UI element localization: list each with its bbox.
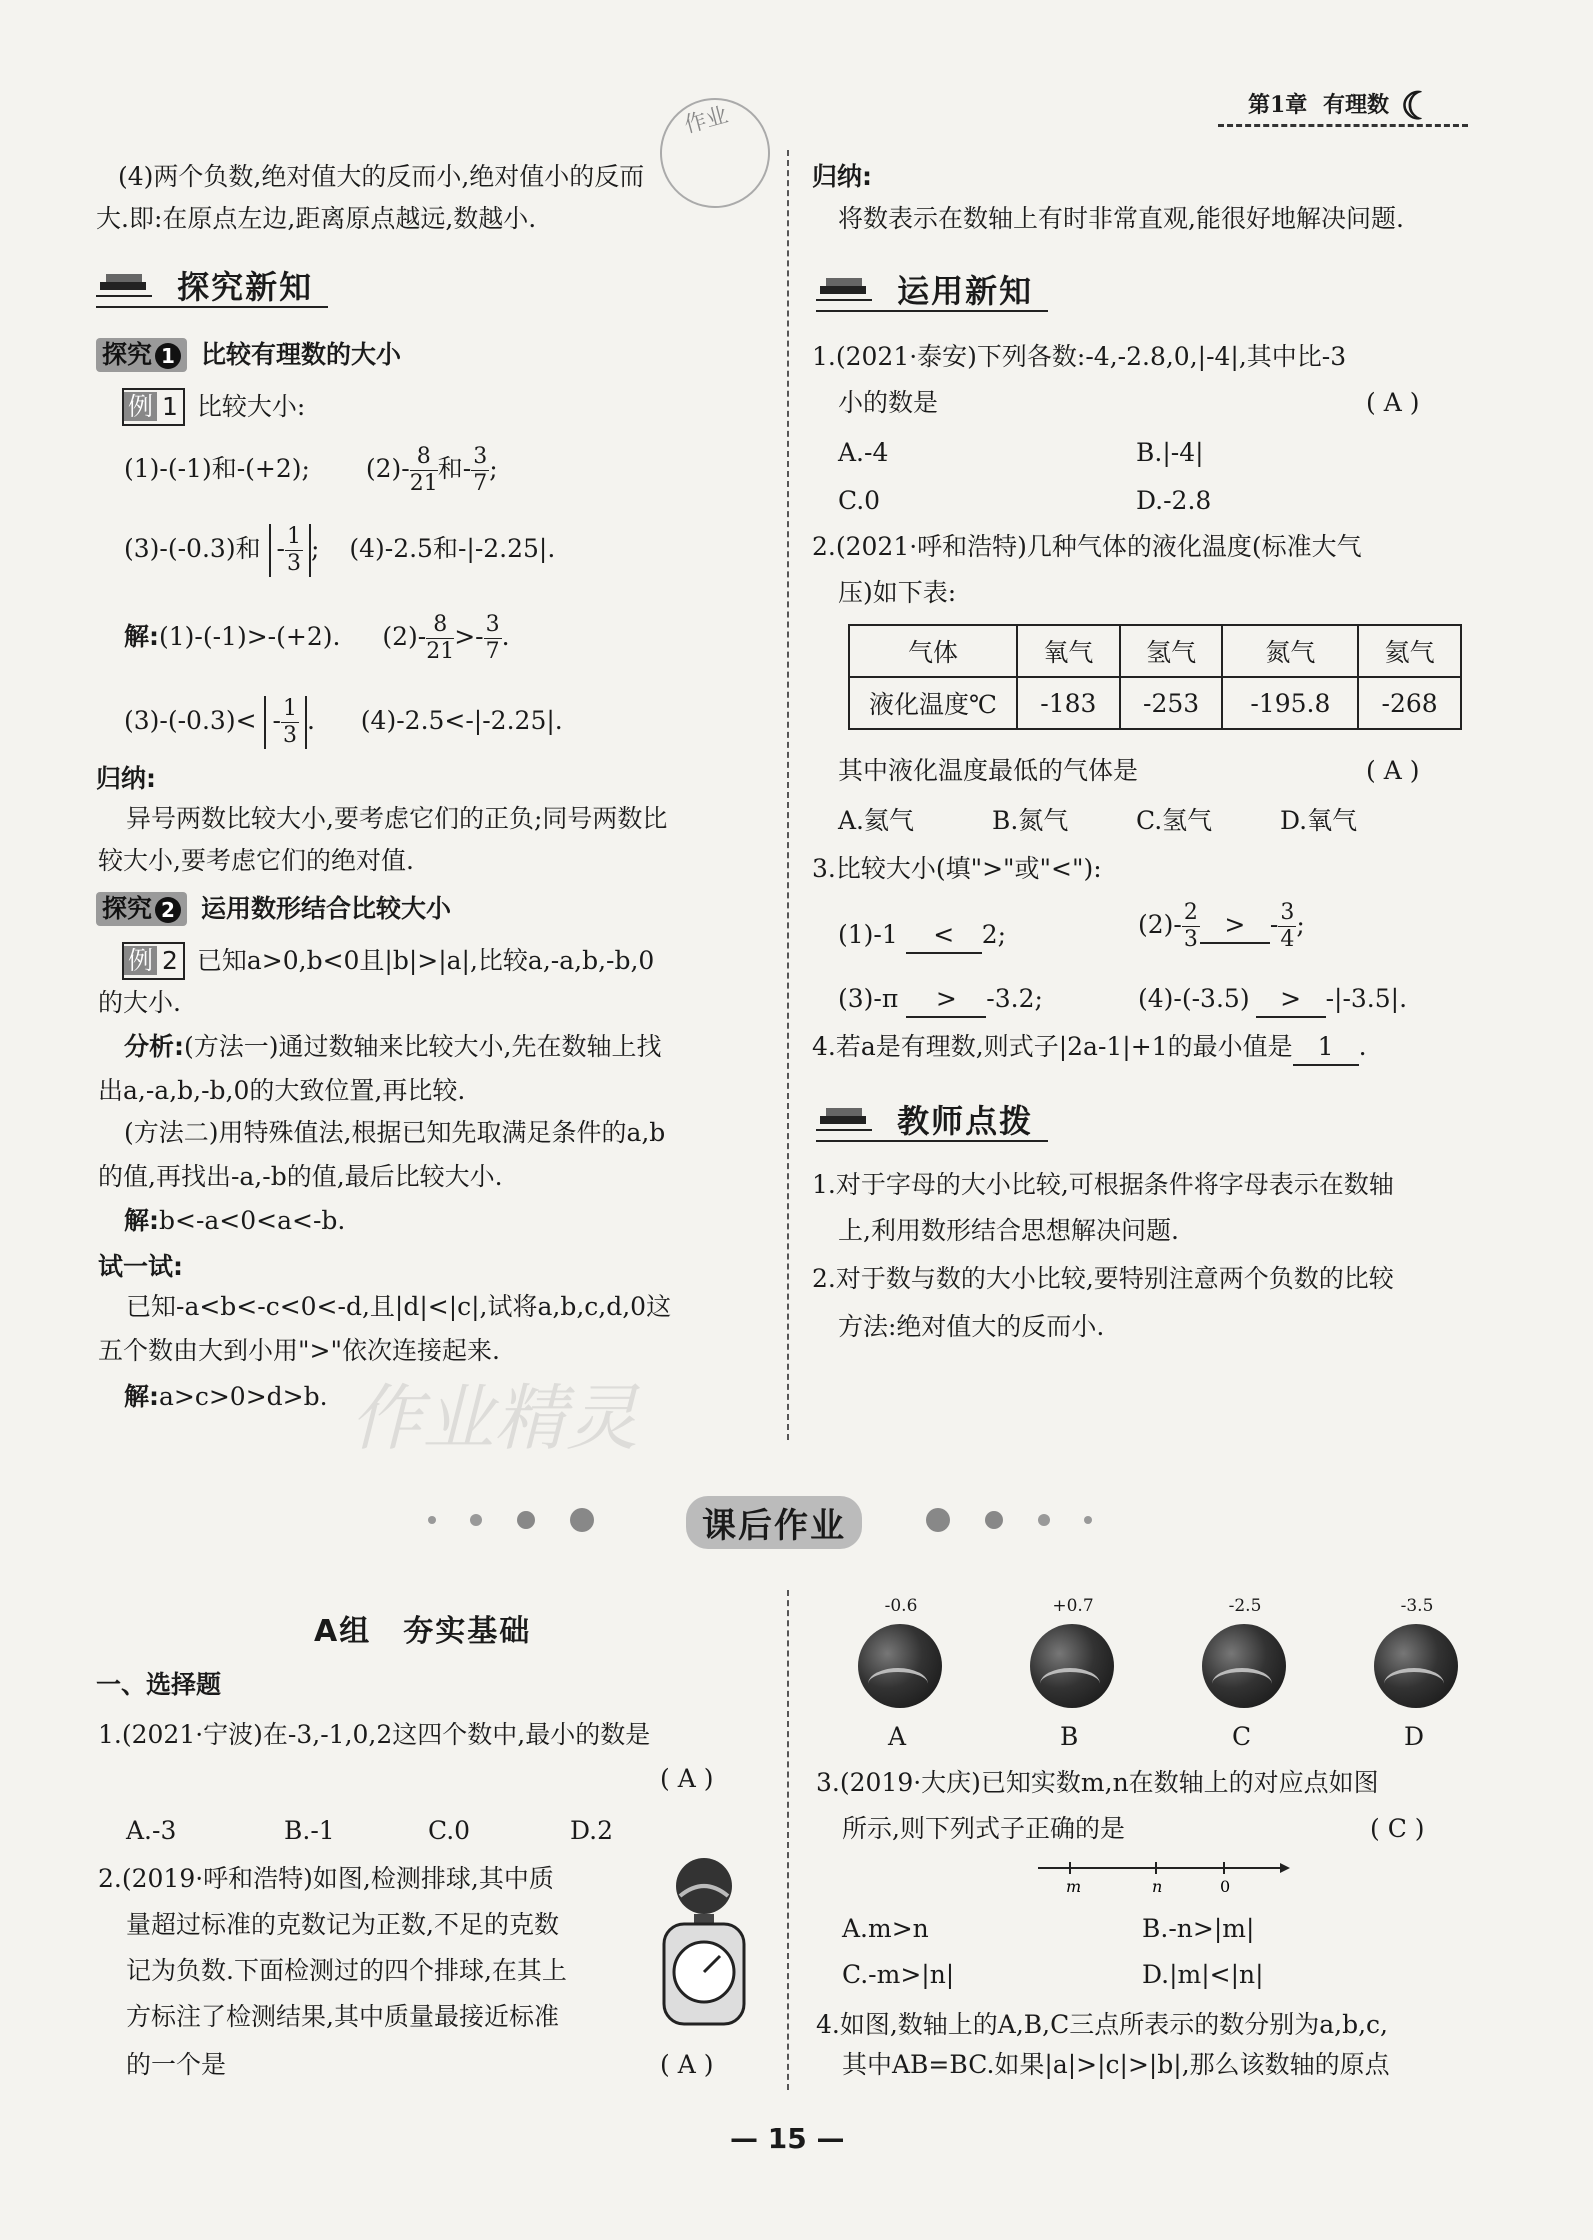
r-q2-option-a: A.氦气 [838, 806, 915, 835]
summary-1-label: 归纳: [96, 764, 156, 793]
tip-line: 1.对于字母的大小比较,可根据条件将字母表示在数轴 [812, 1170, 1394, 1199]
r-q1-option-a: A.-4 [838, 438, 889, 467]
a-q1-line-1: 1.(2021·宁波)在-3,-1,0,2这四个数中,最小的数是 [98, 1720, 651, 1749]
a-q2-answer: ( A ) [660, 2050, 714, 2079]
a-q2-line: 方标注了检测结果,其中质量最接近标准 [126, 2002, 559, 2031]
a-q3-option-c: C.-m>|n| [842, 1960, 955, 1989]
r-q3-line-1: 3.比较大小(填">"或"<"): [812, 854, 1102, 883]
r-q2-line-3: 其中液化温度最低的气体是 [838, 756, 1139, 785]
section-heading-apply [816, 266, 1033, 312]
ball-value: -0.6 [884, 1596, 918, 1616]
example-2-line-1: 例 2 已知a>0,b<0且|b|>|a|,比较a,-a,b,-b,0 [122, 942, 654, 980]
fraction: $\frac{3}{4}$ [1280, 900, 1295, 952]
chapter-logo-icon: ☾ [1400, 83, 1435, 128]
a-q4-line-2: 其中AB=BC.如果|a|>|c|>|b|,那么该数轴的原点 [842, 2050, 1390, 2079]
a-q2-line: 记为负数.下面检测过的四个排球,在其上 [126, 1956, 567, 1985]
fraction: $\frac{3}{7}$ [485, 612, 500, 664]
volleyball-icon [1030, 1624, 1114, 1708]
answer-blank: 1 [1293, 1030, 1359, 1066]
section-title: 探究新知 [177, 268, 314, 306]
table-cell: 氧气 [1017, 625, 1120, 677]
r-q2-option-c: C.氢气 [1136, 806, 1213, 835]
r-q3-part-4: (4)-(-3.5) > -|-3.5|. [1138, 982, 1407, 1018]
table-row [849, 625, 1461, 677]
fraction: $\frac{1}{3}$ [286, 524, 301, 576]
column-divider-top [787, 150, 789, 1440]
r-q3-part-3: (3)-π > -3.2; [838, 982, 1043, 1018]
explore-tag: 探究 2 [96, 892, 187, 926]
summary-1-line-1: 异号两数比较大小,要考虑它们的正负;同号两数比 [126, 804, 668, 833]
fraction: $\frac{3}{7}$ [473, 444, 488, 496]
section-title: 运用新知 [897, 272, 1034, 310]
section-title: 教师点拨 [897, 1102, 1034, 1140]
r-q1-option-b: B.|-4| [1136, 438, 1204, 467]
a-q2-line: 量超过标准的克数记为正数,不足的克数 [126, 1910, 559, 1939]
a-q1-option-b: B.-1 [284, 1816, 335, 1845]
tip-line: 方法:绝对值大的反而小. [838, 1312, 1105, 1341]
example-tag: 例 2 [122, 942, 185, 980]
r-q4: 4.若a是有理数,则式子|2a-1|+1的最小值是 1 . [812, 1030, 1367, 1066]
r-q3-part-2: (2)- $\frac{2}{3}$ > - $\frac{3}{4}$ ; [1138, 900, 1305, 952]
table-cell: 氮气 [1222, 625, 1358, 677]
r-q3-part-1: (1)-1 < 2; [838, 918, 1006, 954]
summary-1-line-2: 较大小,要考虑它们的绝对值. [98, 846, 414, 875]
example-tag: 例 1 [122, 388, 185, 426]
axis-label-0: 0 [1220, 1877, 1231, 1896]
a-q3-line-2: 所示,则下列式子正确的是 [842, 1814, 1125, 1843]
stamp-text: 作业 [681, 102, 731, 139]
example-2-line-2: 的大小. [98, 988, 181, 1017]
r-q2-option-d: D.氧气 [1280, 806, 1358, 835]
volleyball-icon [858, 1624, 942, 1708]
table-cell: -268 [1358, 677, 1461, 729]
page-number: — 15 — [730, 2122, 845, 2155]
a-q3-option-a: A.m>n [842, 1914, 929, 1943]
table-cell: 气体 [849, 625, 1017, 677]
answer-blank: < [906, 918, 982, 954]
tip-line: 2.对于数与数的大小比较,要特别注意两个负数的比较 [812, 1264, 1394, 1293]
example-2-solution: 解:b<-a<0<a<-b. [124, 1206, 346, 1235]
table-row [849, 677, 1461, 729]
summary-2-line-1: 将数表示在数轴上有时非常直观,能很好地解决问题. [838, 204, 1404, 233]
fraction: $\frac{2}{3}$ [1183, 900, 1198, 952]
volleyball-icon [1374, 1624, 1458, 1708]
try-label: 试一试: [98, 1252, 183, 1281]
r-q1-line-1: 1.(2021·泰安)下列各数:-4,-2.8,0,|-4|,其中比-3 [812, 342, 1347, 371]
r-q1-option-d: D.-2.8 [1136, 486, 1212, 515]
a-q1-answer: ( A ) [660, 1764, 714, 1793]
ball-label: C [1232, 1722, 1252, 1751]
r-q2-line-2: 压)如下表: [838, 578, 957, 607]
homework-banner [420, 1490, 1180, 1550]
analysis-line-1: 分析:(方法一)通过数轴来比较大小,先在数轴上找 [124, 1032, 662, 1061]
example-1-solution-2: (3)-(-0.3)< - $\frac{1}{3}$ . (4)-2.5<-|-2.25|. [124, 696, 563, 748]
books-icon [816, 272, 872, 302]
r-q2-option-b: B.氮气 [992, 806, 1069, 835]
tip-line: 上,利用数形结合思想解决问题. [838, 1216, 1179, 1245]
a-q1-option-d: D.2 [570, 1816, 614, 1845]
r-q2-line-1: 2.(2021·呼和浩特)几种气体的液化温度(标准大气 [812, 532, 1362, 561]
table-cell: -253 [1120, 677, 1223, 729]
ball-value: -2.5 [1228, 1596, 1262, 1616]
explore-2-title: 运用数形结合比较大小 [200, 894, 451, 923]
try-solution: 解:a>c>0>d>b. [124, 1382, 328, 1411]
homework-title: 课后作业 [686, 1496, 862, 1549]
a-q3-answer: ( C ) [1370, 1814, 1425, 1843]
try-line-1: 已知-a<b<-c<0<-d,且|d|<|c|,试将a,b,c,d,0这 [126, 1292, 672, 1321]
answer-blank: > [1200, 908, 1270, 944]
try-line-2: 五个数由大到小用">"依次连接起来. [98, 1336, 500, 1365]
axis-label-m: m [1066, 1877, 1082, 1896]
ball-value: +0.7 [1052, 1596, 1094, 1616]
volleyball-icon [1202, 1624, 1286, 1708]
header-rule [1218, 124, 1468, 127]
books-icon [816, 1102, 872, 1132]
a-q2-line: 2.(2019·呼和浩特)如图,检测排球,其中质 [98, 1864, 554, 1893]
section-heading-explore [96, 262, 313, 308]
analysis-line-3: (方法二)用特殊值法,根据已知先取满足条件的a,b [124, 1118, 666, 1147]
table-cell: 氢气 [1120, 625, 1223, 677]
example-1-intro: 例 1 比较大小: [122, 388, 305, 426]
summary-2-label: 归纳: [812, 162, 872, 191]
a-q2-line: 的一个是 [126, 2050, 227, 2079]
section-heading-tips [816, 1096, 1033, 1142]
ball-value: -3.5 [1400, 1596, 1434, 1616]
fraction: $\frac{8}{21}$ [426, 612, 455, 664]
type-heading: 一、选择题 [96, 1670, 222, 1699]
fraction: $\frac{8}{21}$ [409, 444, 438, 496]
ex1-q1: (1)-(-1)和-(+2); [124, 454, 310, 483]
fraction: $\frac{1}{3}$ [282, 696, 297, 748]
table-cell: -183 [1017, 677, 1120, 729]
a-q1-option-a: A.-3 [126, 1816, 177, 1845]
analysis-line-4: 的值,再找出-a,-b的值,最后比较大小. [98, 1162, 503, 1191]
axis-label-n: n [1152, 1877, 1163, 1896]
analysis-line-2: 出a,-a,b,-b,0的大致位置,再比较. [98, 1076, 466, 1105]
gas-table [848, 624, 1462, 730]
example-1-q3-q4: (3)-(-0.3)和 - $\frac{1}{3}$ ; (4)-2.5和-|-2.25|. [124, 524, 556, 576]
scale-with-ball-illustration [648, 1856, 758, 2036]
example-1-solution-1: 解:(1)-(-1)>-(+2). (2)- $\frac{8}{21}$ >- $\frac{3}{7}$ . [124, 612, 510, 664]
intro-line-1: (4)两个负数,绝对值大的反而小,绝对值小的反而 [118, 162, 645, 191]
number-line [1034, 1856, 1294, 1896]
chapter-header [1248, 83, 1435, 128]
books-icon [96, 268, 152, 298]
column-divider-bottom [787, 1590, 789, 2090]
chapter-label: 第1章 [1248, 92, 1308, 118]
r-q2-answer: ( A ) [1366, 756, 1420, 785]
example-1-q1-q2: (1)-(-1)和-(+2); (2)- $\frac{8}{21}$ 和- $\frac{3}{7}$ ; [124, 444, 498, 496]
table-cell: 氦气 [1358, 625, 1461, 677]
r-q1-line-2: 小的数是 [838, 388, 939, 417]
group-a-title: A组 夯实基础 [314, 1614, 532, 1649]
a-q3-line-1: 3.(2019·大庆)已知实数m,n在数轴上的对应点如图 [816, 1768, 1379, 1797]
a-q1-option-c: C.0 [428, 1816, 471, 1845]
chapter-title: 有理数 [1322, 92, 1389, 118]
explore-2-heading [96, 892, 451, 926]
intro-line-2: 大.即:在原点左边,距离原点越远,数越小. [96, 204, 537, 233]
ex1-q4: (4)-2.5和-|-2.25|. [349, 534, 556, 563]
answer-blank: > [906, 982, 986, 1018]
a-q4-line-1: 4.如图,数轴上的A,B,C三点所表示的数分别为a,b,c, [816, 2010, 1388, 2039]
seal-stamp [648, 86, 783, 221]
r-q1-option-c: C.0 [838, 486, 881, 515]
a-q3-option-b: B.-n>|m| [1142, 1914, 1255, 1943]
explore-1-heading [96, 338, 401, 372]
watermark: 作业精灵 [350, 1376, 639, 1460]
table-cell: -195.8 [1222, 677, 1358, 729]
r-q1-answer: ( A ) [1366, 388, 1420, 417]
a-q3-option-d: D.|m|<|n| [1142, 1960, 1264, 1989]
ball-label: D [1404, 1722, 1425, 1751]
table-cell: 液化温度℃ [849, 677, 1017, 729]
ball-label: A [888, 1722, 907, 1751]
ball-label: B [1060, 1722, 1079, 1751]
answer-blank: > [1256, 982, 1326, 1018]
explore-tag: 探究 1 [96, 338, 187, 372]
explore-1-title: 比较有理数的大小 [200, 340, 401, 369]
